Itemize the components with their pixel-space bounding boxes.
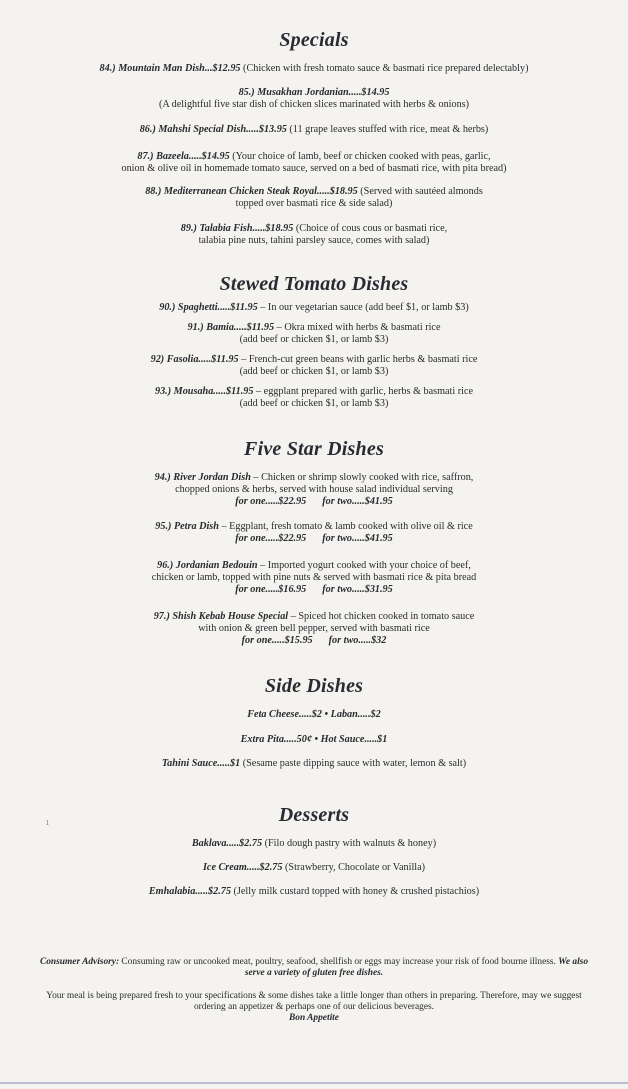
- item-price: $18.95: [329, 186, 358, 197]
- item-price: $14.95: [201, 151, 230, 162]
- item-desc: (Choice of cous cous or basmati rice,: [293, 223, 448, 234]
- price-for-two: for two.....$41.95: [322, 496, 393, 507]
- side-tahini: [20, 758, 608, 770]
- item-price: $14.95: [361, 87, 390, 98]
- bottom-rule: [0, 1082, 628, 1084]
- item-desc-line2: (add beef or chicken $1, or lamb $3): [239, 398, 389, 409]
- menu-item-86: [20, 124, 608, 136]
- side-items: Feta Cheese.....$2 • Laban.....$2: [247, 709, 381, 720]
- section-title-stewed: Stewed Tomato Dishes: [219, 273, 409, 295]
- item-name: Baklava.....$2.75: [191, 838, 263, 849]
- item-desc: (Strawberry, Chocolate or Vanilla): [282, 862, 426, 873]
- item-name: 86.) Mahshi Special Dish.....: [139, 124, 259, 135]
- price-for-one: for one.....$22.95: [235, 533, 307, 544]
- item-desc-line2: (add beef or chicken $1, or lamb $3): [239, 366, 389, 377]
- item-name: 91.) Bamia.....: [187, 322, 247, 333]
- price-for-one: for one.....$16.95: [235, 584, 307, 595]
- item-prices: [20, 584, 608, 596]
- item-desc: – Spiced hot chicken cooked in tomato sauce: [288, 611, 475, 622]
- item-name: 90.) Spaghetti.....: [159, 302, 231, 313]
- item-name: 88.) Mediterranean Chicken Steak Royal.....: [145, 186, 330, 197]
- section-title-side: Side Dishes: [264, 675, 364, 697]
- item-desc: (11 grape leaves stuffed with rice, meat & herbs): [286, 124, 489, 135]
- menu-item-88: [20, 186, 608, 210]
- item-desc-line2: with onion & green bell pepper, served with basmati rice: [198, 623, 430, 634]
- item-desc: – eggplant prepared with garlic, herbs & basmati rice: [253, 386, 474, 397]
- item-name: 94.) River Jordan Dish: [154, 472, 251, 483]
- item-price: $11.95: [230, 302, 258, 313]
- item-price: $13.95: [258, 124, 287, 135]
- item-name: 93.) Mousaha.....: [154, 386, 227, 397]
- consumer-advisory: [30, 957, 598, 979]
- menu-item-90: [20, 302, 608, 314]
- advisory-text: Consuming raw or uncooked meat, poultry, seafood, shellfish or eggs may increase your risk of food bourne illness.: [119, 957, 559, 967]
- item-name: Tahini Sauce.....$1: [161, 758, 241, 769]
- section-title-fivestar: Five Star Dishes: [244, 438, 384, 460]
- menu-item-93: [20, 386, 608, 410]
- price-for-two: for two.....$32: [328, 635, 387, 646]
- section-title-specials: Specials: [279, 29, 349, 51]
- item-name: 95.) Petra Dish: [155, 521, 219, 532]
- item-desc: – French-cut green beans with garlic herbs & basmati rice: [238, 354, 478, 365]
- footer-note: [30, 991, 598, 1024]
- item-price: $12.95: [212, 63, 241, 74]
- item-name: 92) Fasolia.....: [150, 354, 212, 365]
- item-desc: (Jelly milk custard topped with honey & crushed pistachios): [230, 886, 480, 897]
- item-name: 96.) Jordanian Bedouin: [157, 560, 258, 571]
- side-line-1: [20, 709, 608, 721]
- item-desc-line2: talabia pine nuts, tahini parsley sauce, comes with salad): [198, 235, 430, 246]
- item-name: 84.) Mountain Man Dish...: [99, 63, 213, 74]
- item-desc-line2: chicken or lamb, topped with pine nuts & served with basmati rice & pita bread: [151, 572, 477, 583]
- item-desc: – Okra mixed with herbs & basmati rice: [274, 322, 441, 333]
- menu-item-87: [20, 151, 608, 175]
- item-price: $11.95: [226, 386, 254, 397]
- item-desc: – Imported yogurt cooked with your choice of beef,: [257, 560, 471, 571]
- item-prices: [20, 533, 608, 545]
- item-name: 85.) Musakhan Jordanian.....: [238, 87, 362, 98]
- item-desc: – Chicken or shrimp slowly cooked with rice, saffron,: [250, 472, 474, 483]
- menu-item-94: [20, 472, 608, 508]
- item-name: Ice Cream.....$2.75: [202, 862, 283, 873]
- price-for-one: for one.....$22.95: [235, 496, 307, 507]
- item-name: 97.) Shish Kebab House Special: [153, 611, 289, 622]
- item-desc-line2: onion & olive oil in homemade tomato sauce, served on a bed of basmati rice, with pita bread): [121, 163, 507, 174]
- price-for-two: for two.....$31.95: [322, 584, 393, 595]
- menu-item-91: [20, 322, 608, 346]
- side-items: Extra Pita.....50¢ • Hot Sauce.....$1: [240, 734, 388, 745]
- signoff: Bon Appetite: [289, 1013, 339, 1023]
- advisory-label: Consumer Advisory:: [39, 957, 120, 967]
- item-desc: (Your choice of lamb, beef or chicken cooked with peas, garlic,: [229, 151, 491, 162]
- dessert-baklava: [20, 838, 608, 850]
- gluten-free-note: We also serve a variety of gluten free dishes.: [244, 957, 589, 978]
- menu-item-97: [20, 611, 608, 647]
- item-desc: – Eggplant, fresh tomato & lamb cooked with olive oil & rice: [218, 521, 473, 532]
- item-desc: (A delightful five star dish of chicken slices marinated with herbs & onions): [158, 99, 470, 110]
- section-title-desserts: Desserts: [278, 804, 350, 826]
- item-desc: (Chicken with fresh tomato sauce & basmati rice prepared delectably): [240, 63, 529, 74]
- item-desc: (Served with sautéed almonds: [357, 186, 483, 197]
- scan-mark: ı: [46, 818, 49, 828]
- item-desc-line2: chopped onions & herbs, served with house salad individual serving: [175, 484, 453, 495]
- menu-item-84: [20, 63, 608, 75]
- prep-note: Your meal is being prepared fresh to your specifications & some dishes take a little longer than others in preparing. Therefore, may we suggest ordering an appetizer & perhaps one of our delicious beverages.: [46, 991, 582, 1012]
- price-for-one: for one.....$15.95: [241, 635, 313, 646]
- item-prices: [20, 496, 608, 508]
- item-desc: (Sesame paste dipping sauce with water, lemon & salt): [240, 758, 467, 769]
- menu-item-96: [20, 560, 608, 596]
- item-name: 89.) Talabia Fish.....: [180, 223, 266, 234]
- item-price: $18.95: [265, 223, 294, 234]
- menu-item-92: [20, 354, 608, 378]
- item-desc-line2: (add beef or chicken $1, or lamb $3): [239, 334, 389, 345]
- item-price: $11.95: [211, 354, 239, 365]
- item-name: 87.) Bazeela.....: [137, 151, 202, 162]
- item-desc-line2: topped over basmati rice & side salad): [235, 198, 393, 209]
- dessert-ice-cream: [20, 862, 608, 874]
- menu-item-95: [20, 521, 608, 545]
- side-line-2: [20, 734, 608, 746]
- item-desc: (Filo dough pastry with walnuts & honey): [262, 838, 437, 849]
- dessert-emhalabia: [20, 886, 608, 898]
- menu-item-89: [20, 223, 608, 247]
- item-desc: – In our vegetarian sauce (add beef $1, or lamb $3): [257, 302, 469, 313]
- price-for-two: for two.....$41.95: [322, 533, 393, 544]
- item-name: Emhalabia.....$2.75: [148, 886, 231, 897]
- item-price: $11.95: [246, 322, 275, 333]
- item-prices: [20, 635, 608, 647]
- menu-item-85: [20, 87, 608, 111]
